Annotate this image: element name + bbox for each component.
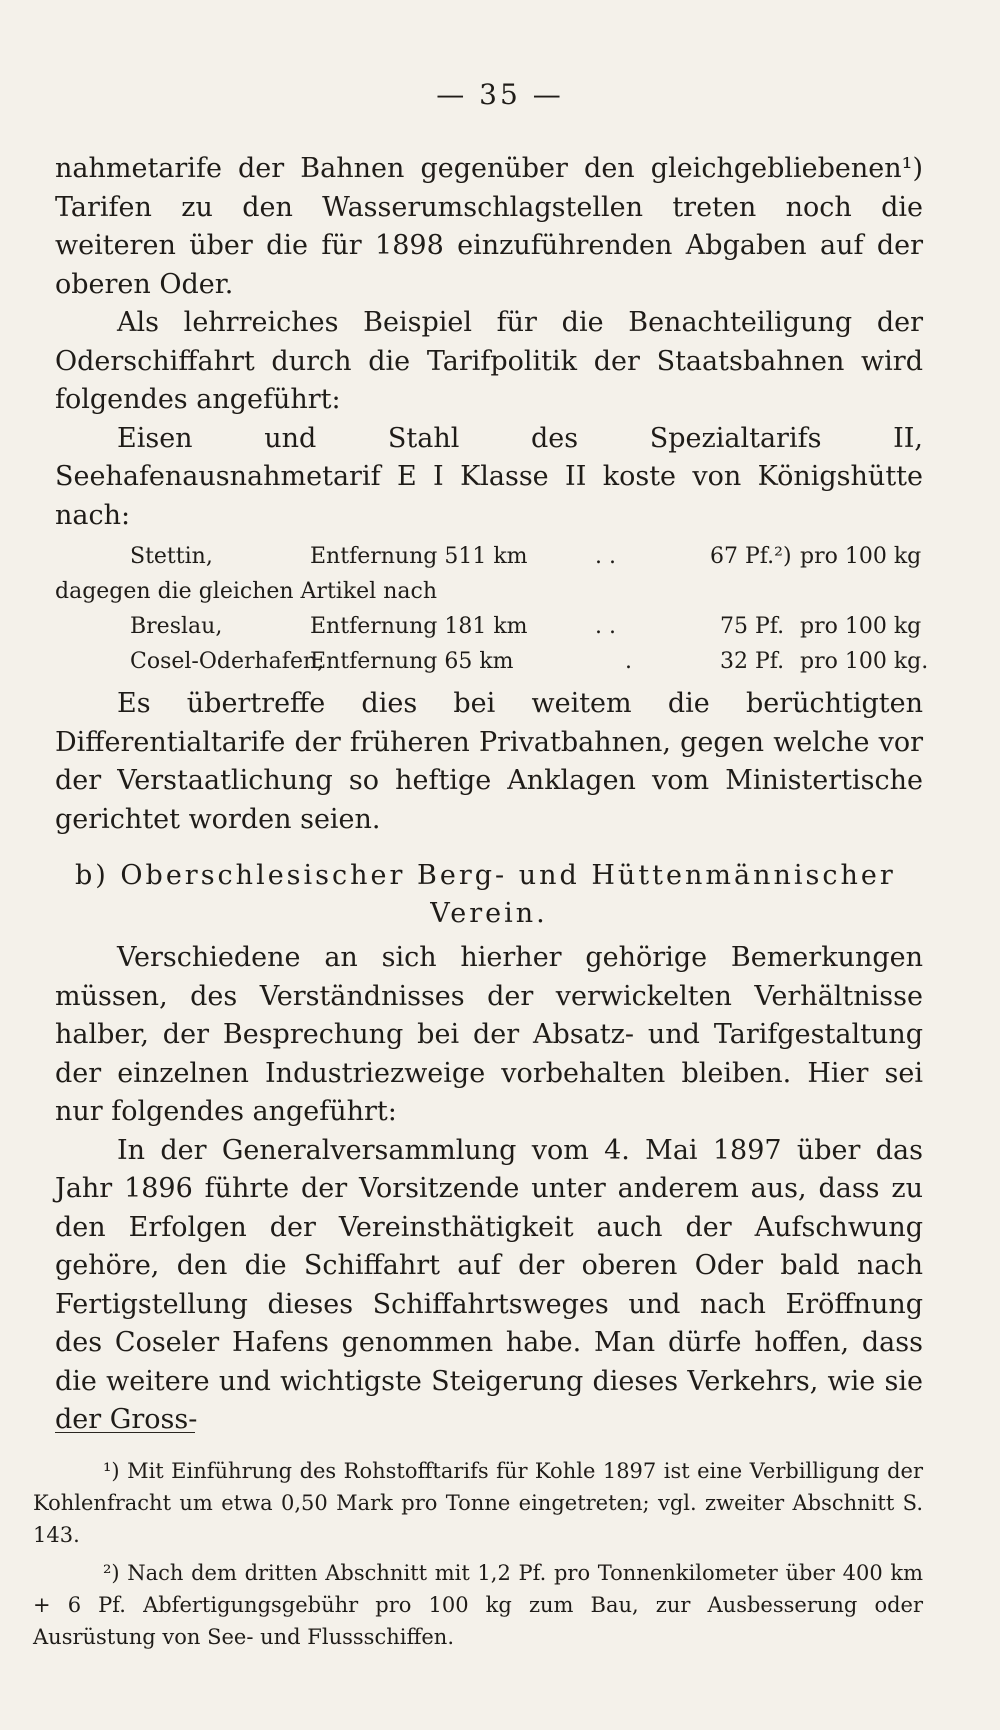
leader-dots: . .	[595, 614, 616, 639]
paragraph-3: Eisen und Stahl des Spezialtarifs II, Seehafenausnahmetarif E I Klasse II koste von Königshütte nach:	[55, 422, 923, 531]
table-row	[55, 574, 923, 609]
heading-line-2: Verein.	[430, 898, 548, 929]
table-row	[55, 644, 929, 679]
section-heading	[55, 857, 923, 933]
paragraph-4: Es übertreffe dies bei weitem die berüchtigten Differentialtarife der früheren Privatbahnen, gegen welche vor der Verstaatlichung so heftige Anklagen vom Ministertische gerichtet worden seien.	[55, 688, 923, 835]
paragraph-5: Verschiedene an sich hierher gehörige Bemerkungen müssen, des Verständnisses der verwickelten Verhältnisse halber, der Besprechung bei der Absatz- und Tarifgestaltung der einzelnen Industriezweige vorbehalten bleiben. Hier sei nur folgendes angeführt:	[55, 942, 923, 1127]
freight-rate-table	[55, 539, 929, 679]
footnotes	[33, 1455, 923, 1659]
unit: pro 100 kg	[800, 614, 922, 639]
city-name: Cosel-Oderhafen,	[130, 649, 325, 674]
distance: Entfernung 181 km	[310, 614, 528, 639]
unit: pro 100 kg.	[800, 649, 929, 674]
paragraph-6: In der Generalversammlung vom 4. Mai 1897 über das Jahr 1896 führte der Vorsitzende unter anderem aus, dass zu den Erfolgen der Vereinsthätigkeit auch der Aufschwung gehöre, den die Schiffahrt auf der oberen Oder bald nach Fertigstellung dieses Schiffahrtsweges und nach Eröffnung des Coseler Hafens genommen habe. Man dürfe hoffen, dass die weitere und wichtigste Steigerung dieses Verkehrs, wie sie der Gross-	[55, 1134, 923, 1435]
heading-line-1: b) Oberschlesischer Berg- und Hüttenmännischer	[75, 860, 896, 891]
footnote-1: ¹) Mit Einführung des Rohstofftarifs für Kohle 1897 ist eine Verbilligung der Kohlenfracht um etwa 0,50 Mark pro Tonne eingetreten; vgl. zweiter Abschnitt S. 143.	[33, 1459, 923, 1547]
paragraph-2: Als lehrreiches Beispiel für die Benachteiligung der Oderschiffahrt durch die Tarifpolitik der Staatsbahnen wird folgendes angeführt:	[55, 307, 923, 415]
table-row	[55, 609, 923, 644]
city-name: Breslau,	[130, 614, 223, 639]
price: 67 Pf.²)	[710, 544, 792, 569]
footnote-2: ²) Nach dem dritten Abschnitt mit 1,2 Pf. pro Tonnenkilometer über 400 km + 6 Pf. Abfertigungsgebühr pro 100 kg zum Bau, zur Ausbesserung oder Ausrüstung von See- und Flussschiffen.	[33, 1561, 923, 1649]
main-text	[55, 150, 929, 1440]
unit: pro 100 kg	[800, 544, 922, 569]
distance: Entfernung 511 km	[310, 544, 528, 569]
table-row	[55, 539, 923, 574]
footnote-rule	[55, 1432, 195, 1433]
page-number: — 35 —	[436, 78, 564, 111]
distance: Entfernung 65 km	[310, 649, 514, 674]
paragraph-1: nahmetarife der Bahnen gegenüber den gleichgebliebenen¹) Tarifen zu den Wasserumschlagstellen treten noch die weiteren über die für 1898 einzuführenden Abgaben auf der oberen Oder.	[55, 153, 923, 300]
price: 32 Pf.	[720, 649, 785, 674]
price: 75 Pf.	[720, 614, 785, 639]
table-note: dagegen die gleichen Artikel nach	[55, 579, 437, 604]
city-name: Stettin,	[130, 544, 213, 569]
leader-dots: .	[625, 649, 632, 674]
leader-dots: . .	[595, 544, 616, 569]
